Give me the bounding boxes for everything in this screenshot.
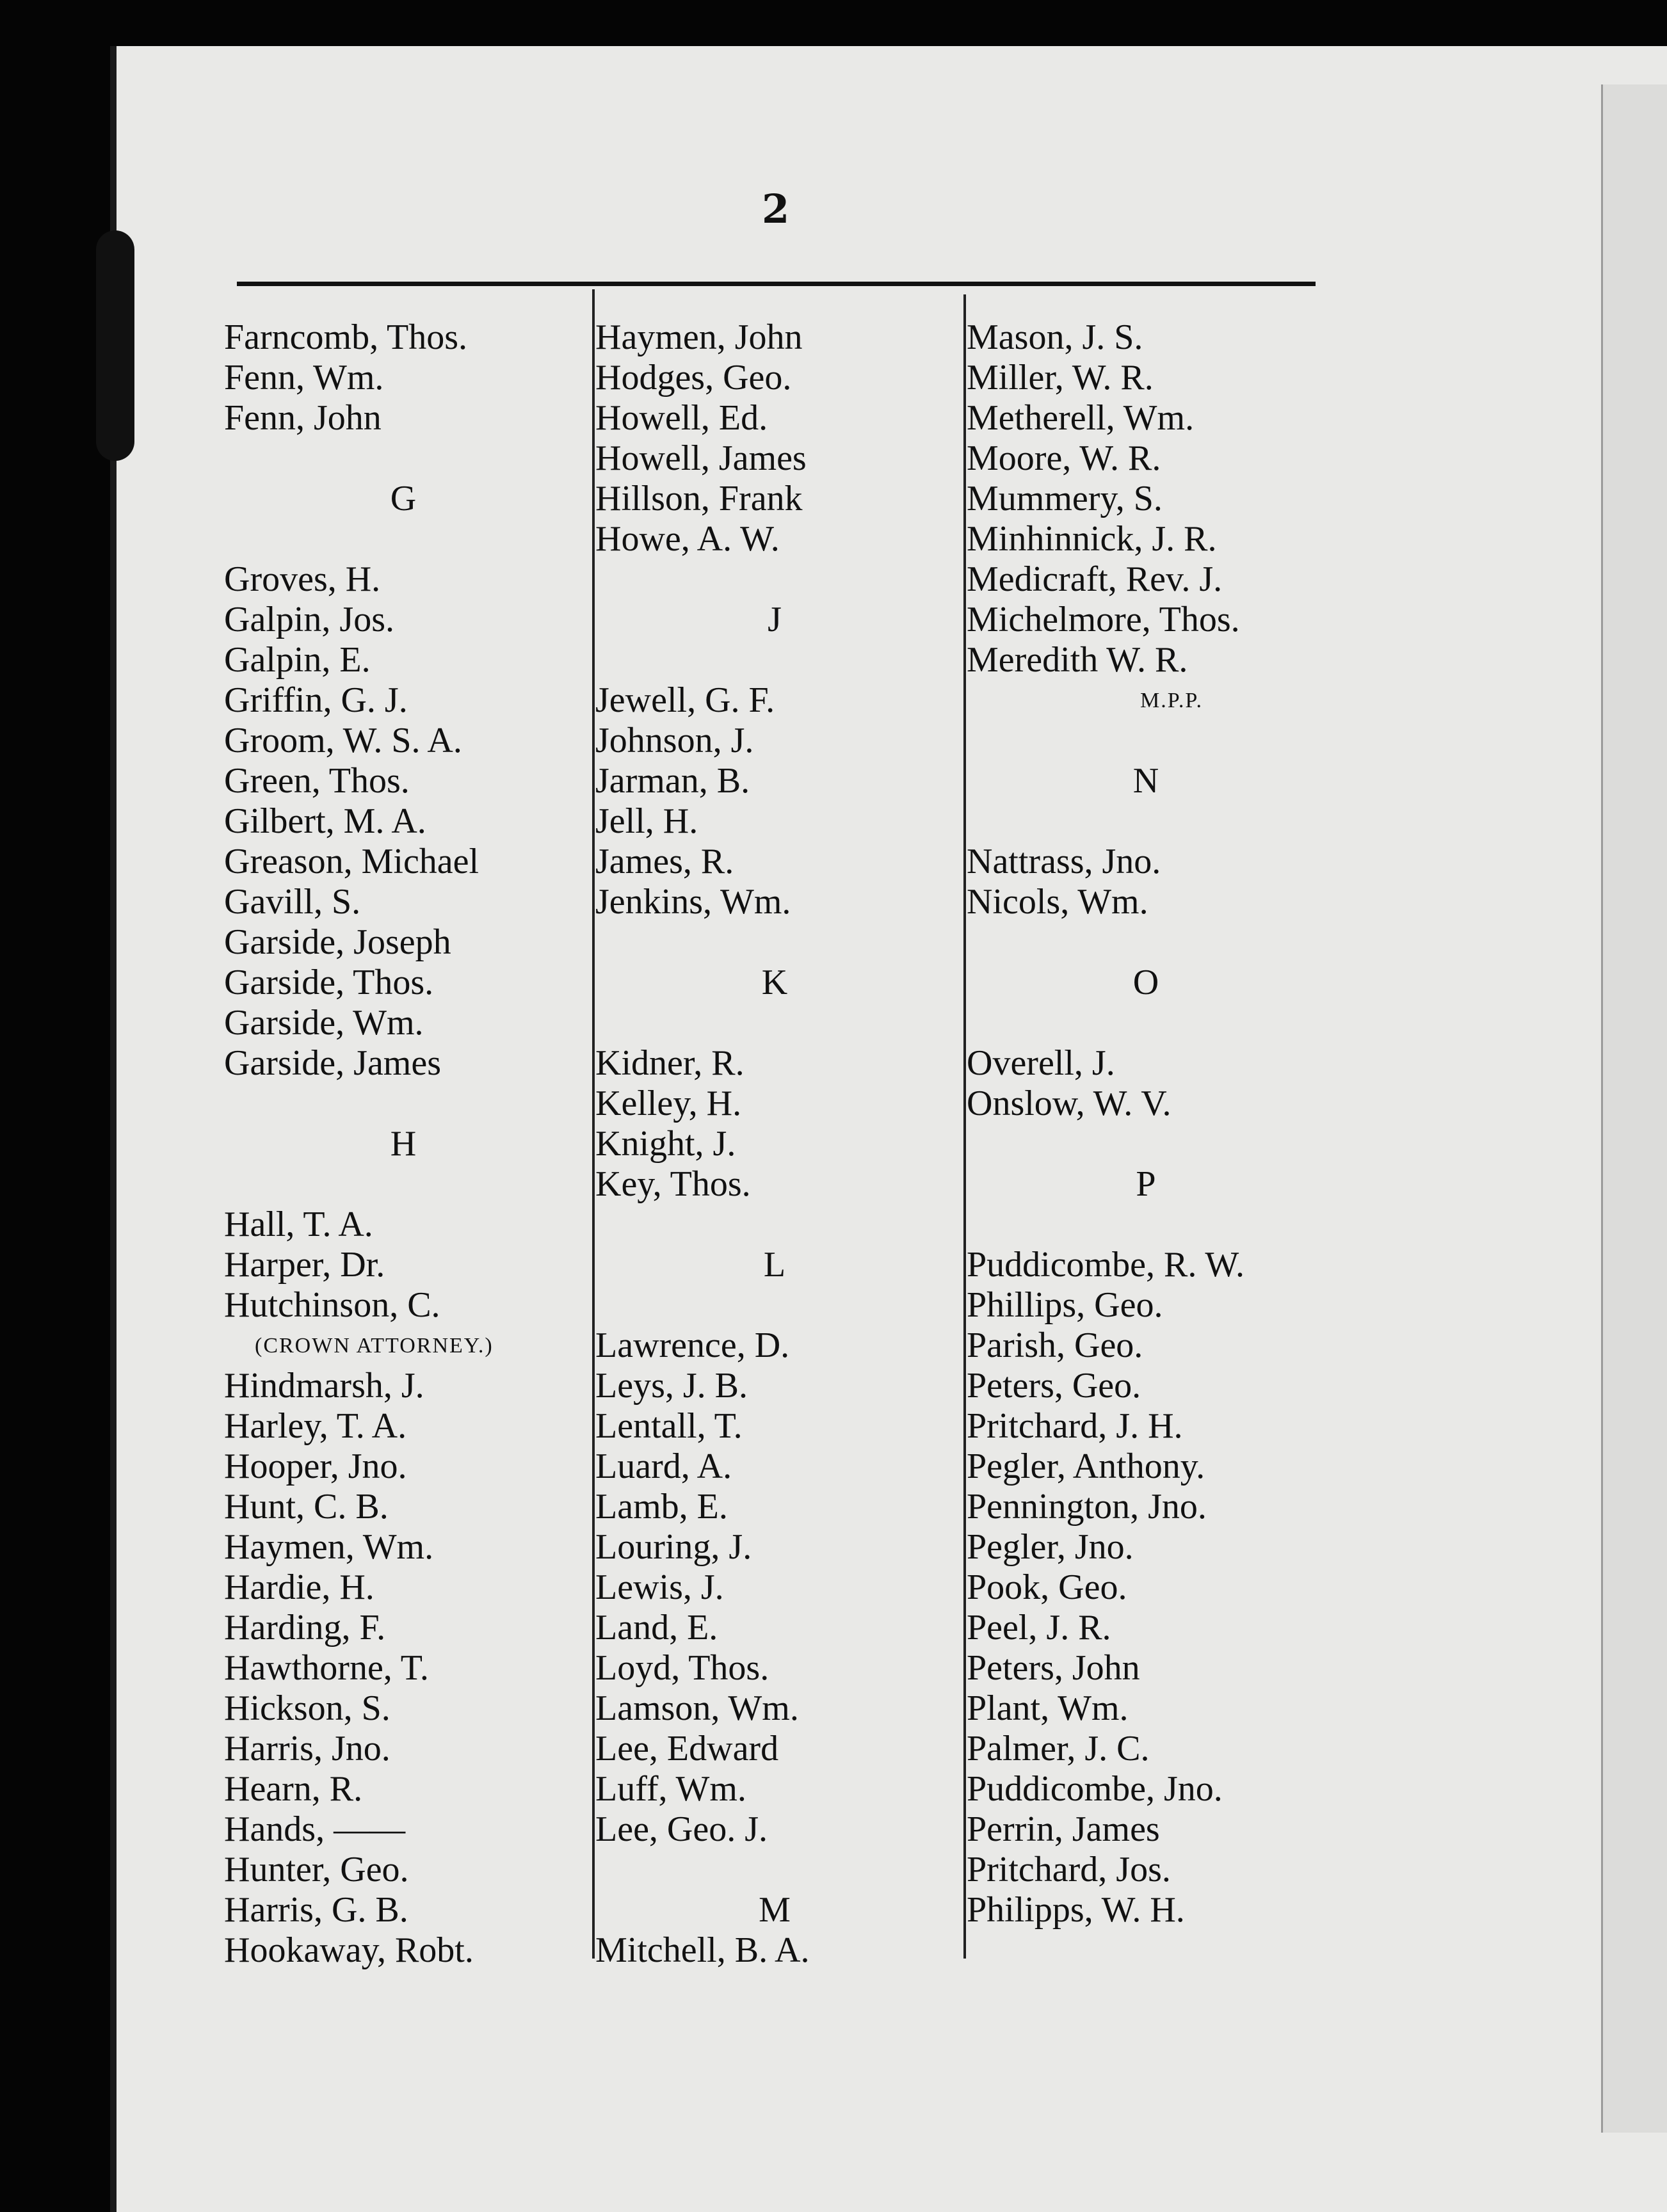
name-entry: Meredith W. R. — [967, 640, 1188, 680]
name-entry: Groves, H. — [224, 559, 381, 599]
blank-line — [595, 640, 954, 680]
letter-heading: J — [768, 600, 782, 639]
binding-shadow — [96, 230, 134, 461]
blank-line — [224, 519, 583, 559]
name-entry: Hearn, R. — [224, 1769, 363, 1809]
name-entry: Hooper, Jno. — [224, 1447, 407, 1486]
blank-line — [967, 922, 1325, 963]
name-entry: Garside, Thos. — [224, 963, 434, 1002]
name-entry: Garside, Joseph — [224, 922, 451, 962]
name-entry: Haymen, John — [595, 317, 803, 357]
name-entry: Harris, Jno. — [224, 1729, 391, 1768]
name-entry: Kelley, H. — [595, 1084, 742, 1123]
column-divider-2 — [963, 294, 966, 1959]
name-entry: Mason, J. S. — [967, 317, 1143, 357]
blank-line — [224, 438, 583, 479]
name-entry: Plant, Wm. — [967, 1688, 1129, 1728]
name-entry: Harper, Dr. — [224, 1245, 385, 1285]
name-entry: Garside, Wm. — [224, 1003, 424, 1043]
blank-line — [595, 1205, 954, 1245]
blank-line — [967, 1124, 1325, 1164]
letter-heading: H — [390, 1124, 417, 1164]
name-entry: Hillson, Frank — [595, 479, 803, 518]
name-entry: Jarman, B. — [595, 761, 750, 801]
blank-line — [595, 1850, 954, 1890]
letter-heading: G — [390, 479, 417, 518]
names-column-1 — [224, 317, 583, 1971]
letter-heading: N — [1132, 761, 1159, 801]
name-entry: Pook, Geo. — [967, 1567, 1127, 1607]
letter-heading: O — [1132, 963, 1159, 1002]
name-entry: Hutchinson, C. — [224, 1285, 440, 1325]
title-note: (CROWN ATTORNEY.) — [255, 1334, 494, 1358]
name-entry: Johnson, J. — [595, 721, 754, 760]
name-entry: Luard, A. — [595, 1447, 732, 1486]
name-entry: Galpin, Jos. — [224, 600, 394, 639]
name-entry: Knight, J. — [595, 1124, 736, 1164]
name-entry: Puddicombe, Jno. — [967, 1769, 1223, 1809]
blank-line — [595, 922, 954, 963]
name-entry: Mummery, S. — [967, 479, 1163, 518]
name-entry: Loyd, Thos. — [595, 1648, 769, 1688]
name-entry: Fenn, John — [224, 398, 382, 438]
blank-line — [224, 1084, 583, 1124]
name-entry: Garside, James — [224, 1043, 442, 1083]
name-entry: Hickson, S. — [224, 1688, 391, 1728]
name-entry: Land, E. — [595, 1608, 718, 1647]
name-entry: Hall, T. A. — [224, 1205, 373, 1244]
name-entry: Hindmarsh, J. — [224, 1366, 424, 1406]
name-entry: Farncomb, Thos. — [224, 317, 468, 357]
column-divider-1 — [592, 289, 595, 1959]
name-entry: Metherell, Wm. — [967, 398, 1195, 438]
name-entry: Phillips, Geo. — [967, 1285, 1163, 1325]
name-entry: Galpin, E. — [224, 640, 371, 680]
letter-heading: M — [759, 1890, 791, 1930]
name-entry: Palmer, J. C. — [967, 1729, 1150, 1768]
blank-line — [595, 1003, 954, 1043]
blank-line — [224, 1164, 583, 1205]
name-entry: Peters, John — [967, 1648, 1140, 1688]
name-entry: Pegler, Anthony. — [967, 1447, 1205, 1486]
name-entry: Parish, Geo. — [967, 1326, 1143, 1365]
name-entry: Groom, W. S. A. — [224, 721, 462, 760]
header-rule — [237, 282, 1316, 286]
names-column-3 — [967, 317, 1325, 1930]
name-entry: Luff, Wm. — [595, 1769, 746, 1809]
blank-line — [967, 1003, 1325, 1043]
name-entry: Lewis, J. — [595, 1567, 724, 1607]
name-entry: Nattrass, Jno. — [967, 842, 1161, 881]
blank-line — [967, 801, 1325, 842]
name-entry: Lawrence, D. — [595, 1326, 790, 1365]
name-entry: Griffin, G. J. — [224, 680, 408, 720]
name-entry: Gilbert, M. A. — [224, 801, 426, 841]
name-entry: Harley, T. A. — [224, 1406, 407, 1446]
name-entry: Haymen, Wm. — [224, 1527, 434, 1567]
name-entry: Pegler, Jno. — [967, 1527, 1134, 1567]
name-entry: Mitchell, B. A. — [595, 1930, 810, 1970]
name-entry: Jenkins, Wm. — [595, 882, 791, 922]
name-entry: Louring, J. — [595, 1527, 752, 1567]
name-entry: Onslow, W. V. — [967, 1084, 1172, 1123]
name-entry: Howe, A. W. — [595, 519, 780, 559]
name-entry: Nicols, Wm. — [967, 882, 1148, 922]
name-entry: Jewell, G. F. — [595, 680, 775, 720]
blank-line — [595, 559, 954, 600]
name-entry: Lamb, E. — [595, 1487, 728, 1527]
name-entry: Puddicombe, R. W. — [967, 1245, 1245, 1285]
name-entry: Philipps, W. H. — [967, 1890, 1185, 1930]
name-entry: Jell, H. — [595, 801, 698, 841]
name-entry: Gavill, S. — [224, 882, 361, 922]
name-entry: Hardie, H. — [224, 1567, 374, 1607]
name-entry: Pritchard, Jos. — [967, 1850, 1171, 1889]
name-entry: Moore, W. R. — [967, 438, 1161, 478]
name-entry: Lee, Edward — [595, 1729, 779, 1768]
name-entry: Howell, Ed. — [595, 398, 768, 438]
name-entry: Pritchard, J. H. — [967, 1406, 1183, 1446]
name-entry: Green, Thos. — [224, 761, 410, 801]
name-entry: Peel, J. R. — [967, 1608, 1111, 1647]
name-entry: Lentall, T. — [595, 1406, 743, 1446]
letter-heading: P — [1136, 1164, 1156, 1204]
blank-line — [967, 721, 1325, 761]
name-entry: Minhinnick, J. R. — [967, 519, 1217, 559]
title-note: M.P.P. — [1140, 689, 1203, 712]
name-entry: Medicraft, Rev. J. — [967, 559, 1223, 599]
page-edge — [1601, 84, 1667, 2133]
name-entry: Peters, Geo. — [967, 1366, 1141, 1406]
name-entry: Howell, James — [595, 438, 807, 478]
name-entry: Kidner, R. — [595, 1043, 745, 1083]
name-entry: Lamson, Wm. — [595, 1688, 799, 1728]
letter-heading: L — [763, 1245, 786, 1285]
name-entry: Fenn, Wm. — [224, 358, 384, 397]
name-entry: Greason, Michael — [224, 842, 479, 881]
name-entry: Hodges, Geo. — [595, 358, 792, 397]
name-entry: Hunter, Geo. — [224, 1850, 409, 1889]
name-entry: Perrin, James — [967, 1809, 1160, 1849]
name-entry: Hands, —— — [224, 1809, 406, 1849]
letter-heading: K — [761, 963, 788, 1002]
name-entry: Overell, J. — [967, 1043, 1115, 1083]
name-entry: Leys, J. B. — [595, 1366, 748, 1406]
name-entry: Hookaway, Robt. — [224, 1930, 474, 1970]
name-entry: Pennington, Jno. — [967, 1487, 1207, 1527]
blank-line — [595, 1285, 954, 1326]
blank-line — [967, 1205, 1325, 1245]
name-entry: Hawthorne, T. — [224, 1648, 429, 1688]
name-entry: Harding, F. — [224, 1608, 386, 1647]
name-entry: Hunt, C. B. — [224, 1487, 389, 1527]
name-entry: James, R. — [595, 842, 734, 881]
names-column-2 — [595, 317, 954, 1971]
name-entry: Miller, W. R. — [967, 358, 1154, 397]
name-entry: Harris, G. B. — [224, 1890, 408, 1930]
name-entry: Michelmore, Thos. — [967, 600, 1240, 639]
page-number: 2 — [762, 186, 790, 232]
name-entry: Lee, Geo. J. — [595, 1809, 768, 1849]
name-entry: Key, Thos. — [595, 1164, 751, 1204]
